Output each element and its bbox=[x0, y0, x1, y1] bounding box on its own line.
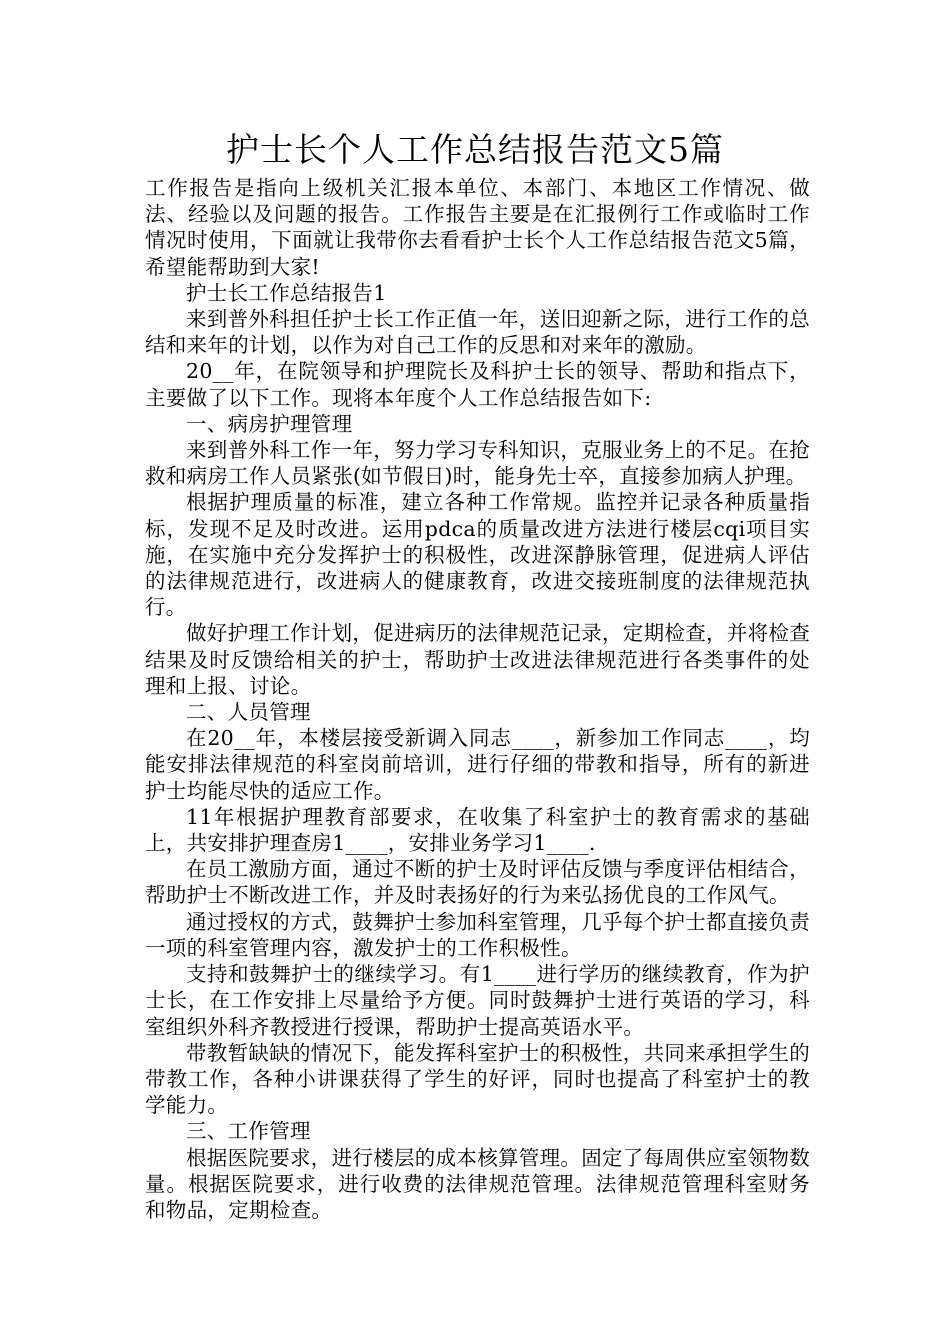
document-paragraph: 做好护理工作计划，促进病历的法律规范记录，定期检查，并将检查结果及时反馈给相关的护士，帮助护士改进法律规范进行各类事件的处理和上报、讨论。 bbox=[145, 621, 810, 698]
document-paragraph: 20__年，在院领导和护理院长及科护士长的领导、帮助和指点下，主要做了以下工作。现将本年度个人工作总结报告如下: bbox=[145, 359, 810, 410]
document-paragraph: 二、人员管理 bbox=[186, 700, 311, 725]
document-paragraph: 工作报告是指向上级机关汇报本单位、本部门、本地区工作情况、做法、经验以及问题的报告。工作报告主要是在汇报例行工作或临时工作情况时使用，下面就让我带你去看看护士长个人工作总结报告范文5篇，希望能帮助到大家! bbox=[145, 176, 810, 279]
document-paragraph: 带教暂缺缺的情况下，能发挥科室护士的积极性，共同来承担学生的带教工作，各种小讲课获得了学生的好评，同时也提高了科室护士的教学能力。 bbox=[145, 1040, 810, 1118]
document-paragraph: 来到普外科工作一年，努力学习专科知识，克服业务上的不足。在抢救和病房工作人员紧张(如节假日)时，能身先士卒，直接参加病人护理。 bbox=[145, 438, 810, 489]
document-body bbox=[145, 175, 810, 1223]
document-paragraph: 根据医院要求，进行楼层的成本核算管理。固定了每周供应室领物数量。根据医院要求，进行收费的法律规范管理。法律规范管理科室财务和物品，定期检查。 bbox=[145, 1145, 810, 1222]
document-title: 护士长个人工作总结报告范文5篇 bbox=[226, 130, 724, 169]
document-paragraph: 一、病房护理管理 bbox=[186, 411, 353, 436]
document-paragraph: 三、工作管理 bbox=[186, 1119, 311, 1144]
document-paragraph: 支持和鼓舞护士的继续学习。有1____进行学历的继续教育，作为护士长，在工作安排上尽量给予方便。同时鼓舞护士进行英语的学习，科室组织外科齐教授进行授课，帮助护士提高英语水平。 bbox=[145, 962, 810, 1039]
document-paragraph: 来到普外科担任护士长工作正值一年，送旧迎新之际，进行工作的总结和来年的计划，以作为对自己工作的反思和对来年的激励。 bbox=[145, 307, 810, 358]
document-paragraph: 11年根据护理教育部要求，在收集了科室护士的教育需求的基础上，共安排护理查房1____，安排业务学习1____. bbox=[145, 804, 810, 856]
document-paragraph: 护士长工作总结报告1 bbox=[186, 280, 387, 305]
document-paragraph: 在员工激励方面，通过不断的护士及时评估反馈与季度评估相结合，帮助护士不断改进工作，并及时表扬好的行为来弘扬优良的工作风气。 bbox=[145, 857, 810, 908]
document-paragraph: 在20__年，本楼层接受新调入同志____，新参加工作同志____，均能安排法律规范的科室岗前培训，进行仔细的带教和指导，所有的新进护士均能尽快的适应工作。 bbox=[145, 726, 810, 803]
document-paragraph: 根据护理质量的标准，建立各种工作常规。监控并记录各种质量指标，发现不足及时改进。运用pdca的质量改进方法进行楼层cqi项目实施，在实施中充分发挥护士的积极性，改进深静脉管理，促进病人评估的法律规范进行，改进病人的健康教育，改进交接班制度的法律规范执行。 bbox=[145, 490, 810, 620]
document-paragraph: 通过授权的方式，鼓舞护士参加科室管理，几乎每个护士都直接负责一项的科室管理内容，激发护士的工作积极性。 bbox=[145, 909, 810, 960]
